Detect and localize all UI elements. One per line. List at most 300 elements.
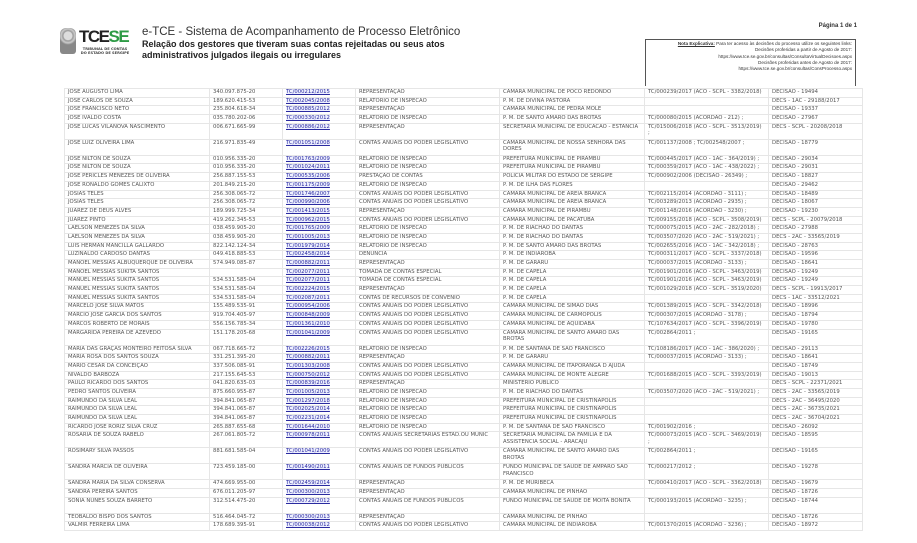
decision-cell (769, 115, 863, 124)
entity-cell (500, 497, 645, 513)
process-type-cell (356, 312, 500, 321)
process-type-cell (356, 225, 500, 234)
decision: DECISAO - 18726 (772, 489, 818, 496)
decision: DECISAO - 18794 (772, 312, 818, 319)
decision-cell (769, 286, 863, 295)
process-link[interactable]: TC/001175/2009 (286, 181, 330, 188)
process-type: REPRESENTAÇÃO (359, 380, 405, 387)
process-type: REPRESENTAÇÃO (359, 123, 405, 130)
decision-cell (769, 354, 863, 363)
process-link-cell (283, 415, 356, 424)
related-process-cell (645, 489, 769, 498)
process-type-cell (356, 354, 500, 363)
process-link[interactable]: TC/000750/2012 (286, 371, 330, 378)
process-type-cell (356, 397, 500, 406)
decision: DECISAO - 18595 (772, 432, 818, 439)
process-link[interactable]: TC/001746/2007 (286, 190, 330, 197)
decision: DECS - 2AC - 36704/2021 (772, 415, 840, 421)
manager-name-cell (65, 303, 210, 312)
manager-name-cell (65, 139, 210, 155)
manager-name: VALMIR FERREIRA LIMA (68, 522, 130, 529)
process-link[interactable]: TC/000729/2012 (286, 497, 330, 504)
table-row (65, 415, 863, 424)
cpf-cell (210, 173, 283, 182)
related-process: TC/000359/2017 (ACO - 1AC - 438/2022) ; (648, 164, 760, 171)
process-link-cell (283, 216, 356, 225)
related-process: TC/000311/2017 (ACO - SCPL - 3337/2018) (648, 251, 762, 258)
process-link-cell (283, 320, 356, 329)
entity-cell (500, 294, 645, 303)
note-link-new[interactable]: https://www.tce.se.gov.br/consultas/ConsultaVirtualDecisoes.aspx (718, 53, 852, 59)
entity-cell (500, 329, 645, 345)
entity: CAMARA MUNICIPAL DE AREIA BRANCA (503, 190, 607, 197)
manager-name-cell (65, 89, 210, 98)
decision-cell (769, 312, 863, 321)
related-process-cell (645, 362, 769, 371)
cpf: 419.262.345-53 (213, 216, 256, 223)
process-link[interactable]: TC/001005/2013 (286, 388, 330, 395)
process-link-cell (283, 97, 356, 106)
process-link[interactable]: TC/000038/2012 (286, 522, 330, 529)
entity-cell (500, 225, 645, 234)
decision-cell (769, 497, 863, 513)
entity: CAMARA MUNICIPAL DE SANTO AMARO DAS BROTAS (503, 329, 620, 343)
process-link[interactable]: TC/002077/2011 (286, 268, 330, 275)
process-link[interactable]: TC/000978/2011 (286, 432, 330, 439)
process-link[interactable]: TC/000535/2006 (286, 173, 330, 180)
process-type: RELATORIO DE INSPECAO (359, 155, 427, 162)
table-row (65, 181, 863, 190)
process-link[interactable]: TC/000962/2015 (286, 216, 330, 223)
entity-cell (500, 286, 645, 295)
cpf-cell (210, 371, 283, 380)
manager-name: JOSIAS TELES (68, 199, 104, 206)
cpf-cell (210, 164, 283, 173)
process-link-cell (283, 89, 356, 98)
decision: DECISAO - 28763 (772, 242, 818, 249)
process-type: CONTAS ANUAIS DO PODER LEGISLATIVO (359, 320, 469, 327)
related-process-cell (645, 155, 769, 164)
related-process: TC/001137/2008 ; TC/002548/2007 ; (648, 139, 745, 146)
related-process-cell (645, 354, 769, 363)
entity: CAMARA MUNICIPAL DE PINHAO (503, 489, 588, 496)
entity-cell (500, 260, 645, 269)
process-link[interactable]: TC/001024/2011 (286, 164, 330, 171)
decision: DECS - SCPL - 22371/2021 (772, 380, 843, 387)
manager-name-cell (65, 362, 210, 371)
manager-name: MARCOS ROBERTO DE MORAIS (68, 320, 150, 327)
entity: CAMARA MUNICIPAL DE SIMAO DIAS (503, 303, 599, 310)
entity-cell (500, 380, 645, 389)
manager-name: TEOBALDO BISPO DOS SANTOS (68, 513, 152, 520)
cpf-cell (210, 268, 283, 277)
process-link-cell (283, 380, 356, 389)
table-row (65, 448, 863, 464)
decision: DECS - SCPL - 20079/2018 (772, 216, 843, 223)
process-link-cell (283, 464, 356, 480)
related-process-cell (645, 207, 769, 216)
table-row (65, 329, 863, 345)
process-link[interactable]: TC/001041/2009 (286, 448, 330, 455)
process-link-cell (283, 190, 356, 199)
cpf-cell (210, 97, 283, 106)
process-type: REPRESENTAÇÃO (359, 89, 405, 95)
process-type: REPRESENTAÇÃO (359, 286, 405, 293)
process-link[interactable]: TC/001490/2011 (286, 464, 330, 471)
entity: CAMARA MUNICIPAL DE PINHAO (503, 513, 588, 520)
related-process: TC/000080/2015 (ACORDAO - 212) ; (648, 115, 744, 122)
process-type-cell (356, 489, 500, 498)
process-link[interactable]: TC/001361/2010 (286, 320, 330, 327)
related-process-cell (645, 97, 769, 106)
process-link-cell (283, 522, 356, 531)
process-link[interactable]: TC/002077/2011 (286, 277, 330, 284)
process-link[interactable]: TC/001051/2008 (286, 139, 330, 146)
process-link[interactable]: TC/001644/2010 (286, 423, 330, 430)
process-link[interactable]: TC/002459/2014 (286, 480, 330, 487)
entity-cell (500, 388, 645, 397)
decision-cell (769, 106, 863, 115)
process-link-cell (283, 164, 356, 173)
cpf: 394.841.065-87 (213, 415, 256, 421)
process-link-cell (283, 497, 356, 513)
process-link-cell (283, 294, 356, 303)
table-row (65, 139, 863, 155)
process-link[interactable]: TC/001041/2009 (286, 329, 330, 336)
decision: DECISAO - 19165 (772, 329, 818, 336)
related-process: TC/003507/2020 (ACO - 2AC - 519/2021) ; (648, 233, 760, 240)
decision: DECISAO - 19165 (772, 448, 818, 455)
process-link[interactable]: TC/001413/2015 (286, 207, 330, 214)
cpf-cell (210, 286, 283, 295)
process-type: CONTAS DE RECURSOS DE CONVENIO (359, 294, 460, 301)
process-type: PRESTAÇÃO DE CONTAS (359, 173, 423, 180)
process-link[interactable]: TC/001297/2018 (286, 397, 330, 404)
cpf: 340.097.875-20 (213, 89, 256, 95)
table-row (65, 155, 863, 164)
process-link[interactable]: TC/001765/2009 (286, 225, 330, 232)
cpf-cell (210, 480, 283, 489)
process-type-cell (356, 155, 500, 164)
entity-cell (500, 190, 645, 199)
manager-name-cell (65, 448, 210, 464)
decision: DECS - 2AC - 36495/2020 (772, 397, 840, 404)
decision: DECISAO - 19278 (772, 464, 818, 471)
manager-name: JOSÉ PÉRICLES MENEZES DE OLIVEIRA (68, 173, 170, 180)
process-type-cell (356, 268, 500, 277)
process-link[interactable]: TC/000848/2009 (286, 312, 330, 319)
process-type-cell (356, 303, 500, 312)
process-link[interactable]: TC/001763/2009 (286, 155, 330, 162)
manager-name: JOSIAS TELES (68, 190, 104, 197)
entity-cell (500, 464, 645, 480)
entity: CAMARA MUNICIPAL DE AQUIDABA (503, 320, 595, 327)
process-type: RELATORIO DE INSPECAO (359, 388, 427, 395)
process-type: TOMADA DE CONTAS ESPECIAL (359, 268, 442, 275)
process-type-cell (356, 294, 500, 303)
process-link[interactable]: TC/000300/2013 (286, 513, 330, 520)
process-type-cell (356, 480, 500, 489)
related-process: TC/001901/2016 (ACO - SCPL - 3463/2019) (648, 277, 762, 284)
cpf-cell (210, 320, 283, 329)
table-row (65, 164, 863, 173)
manager-name: SÔNIA NUNES SOUZA BARRETO (68, 497, 153, 504)
entity: P. M. DE SANTO AMARO DAS BROTAS (503, 115, 602, 122)
process-type-cell (356, 106, 500, 115)
table-row (65, 173, 863, 182)
entity: SECRETARIA MUNICIPAL DE EDUCACAO - ESTANCIA (503, 123, 639, 130)
process-link[interactable]: TC/000300/2013 (286, 489, 330, 496)
table-row (65, 286, 863, 295)
process-link-cell (283, 480, 356, 489)
decision-cell (769, 397, 863, 406)
logo-wordmark: TCESE (79, 27, 129, 46)
manager-name: SANDRA MARIA DA SILVA CONSERVA (68, 480, 165, 487)
app-title: e-TCE - Sistema de Acompanhamento de Processo Eletrônico (142, 26, 461, 38)
process-link[interactable]: TC/000885/2012 (286, 106, 330, 113)
process-link[interactable]: TC/001303/2008 (286, 362, 330, 369)
note-label: Nota Explicativa: (677, 41, 715, 46)
decision-cell (769, 406, 863, 415)
related-process-cell (645, 233, 769, 242)
process-type: CONTAS ANUAIS DO PODER LEGISLATIVO (359, 329, 469, 336)
cpf-cell (210, 199, 283, 208)
decision-cell (769, 277, 863, 286)
manager-name-cell (65, 97, 210, 106)
table-row (65, 251, 863, 260)
manager-name: ROSÁRIA DE SOUZA RABELO (68, 432, 144, 439)
decision: DECS - 2AC - 36735/2021 (772, 406, 840, 413)
related-process-cell (645, 106, 769, 115)
manager-name-cell (65, 415, 210, 424)
related-process-cell (645, 513, 769, 522)
process-link[interactable]: TC/002458/2014 (286, 251, 330, 258)
entity-cell (500, 423, 645, 432)
decision-cell (769, 173, 863, 182)
entity: PREFEITURA MUNICIPAL DE PIRAMBU (503, 164, 601, 171)
entity-cell (500, 406, 645, 415)
related-process: TC/000410/2017 (ACO - SCPL - 3362/2018) (648, 480, 762, 487)
process-link[interactable]: TC/002025/2014 (286, 406, 330, 413)
table-row (65, 432, 863, 448)
related-process: TC/000193/2015 (ACORDAO - 3235) ; (648, 497, 747, 504)
cpf: 516.464.045-72 (213, 513, 256, 520)
table-row (65, 480, 863, 489)
process-type: CONTAS ANUAIS DE FUNDOS PÚBLICOS (359, 464, 464, 471)
entity: PREFEITURA MUNICIPAL DE CRISTINAPOLIS (503, 415, 617, 421)
manager-name: JOSE LUCAS VILANOVA NASCIMENTO (68, 123, 166, 130)
manager-name-cell (65, 173, 210, 182)
note-link-old[interactable]: https://www.tce.se.gov.br/consultas/ConsProcesso.aspx (738, 66, 852, 72)
manager-name: JOSÉ LUIZ OLIVEIRA LIMA (68, 139, 135, 146)
related-process: TC/001370/2015 (ACORDAO - 3236) ; (648, 522, 747, 529)
process-type-cell (356, 432, 500, 448)
process-link[interactable]: TC/000330/2012 (286, 115, 330, 122)
cpf: 312.514.475-20 (213, 497, 256, 504)
related-process: TC/000445/2017 (ACO - 1AC - 364/2019) ; (648, 155, 760, 162)
related-process: TC/001029/2018 (ACO - SCPL - 3519/2020) (648, 286, 762, 293)
process-link[interactable]: TC/002224/2015 (286, 286, 330, 293)
explanatory-note (645, 39, 856, 86)
process-link[interactable]: TC/002226/2015 (286, 345, 330, 352)
process-link[interactable]: TC/000886/2012 (286, 123, 330, 130)
table-row (65, 207, 863, 216)
decision: DECISAO - 19230 (772, 207, 818, 214)
related-process-cell (645, 397, 769, 406)
decision-cell (769, 513, 863, 522)
process-link[interactable]: TC/000839/2016 (286, 380, 330, 387)
entity: FUNDO MUNICIPAL DE SAUDE DE AMPARO SAO FRANCISCO (503, 464, 628, 477)
decision: DECISAO - 29034 (772, 155, 818, 162)
process-link-cell (283, 312, 356, 321)
related-process: TC/003507/2020 (ACO - 2AC - 519/2021) ; (648, 388, 760, 395)
cpf-cell (210, 155, 283, 164)
cpf-cell (210, 415, 283, 424)
table-row (65, 277, 863, 286)
process-link[interactable]: TC/000212/2015 (286, 89, 330, 95)
decision: DECISAO - 26092 (772, 423, 818, 430)
manager-name-cell (65, 286, 210, 295)
entity-cell (500, 207, 645, 216)
cpf: 534.531.585-04 (213, 277, 256, 284)
cpf: 919.704.405-97 (213, 312, 256, 319)
entity-cell (500, 89, 645, 98)
cpf-cell (210, 380, 283, 389)
decision-cell (769, 89, 863, 98)
process-link-cell (283, 388, 356, 397)
process-type-cell (356, 406, 500, 415)
process-type-cell (356, 415, 500, 424)
table-row (65, 362, 863, 371)
process-link[interactable]: TC/002231/2014 (286, 415, 330, 421)
entity: PREFEITURA MUNICIPAL DE PIRAMBU (503, 155, 601, 162)
process-link[interactable]: TC/002087/2011 (286, 294, 330, 301)
decision: DECISAO - 29113 (772, 345, 818, 352)
process-link[interactable]: TC/001005/2013 (286, 233, 330, 240)
report-title-line2: administrativos julgados ilegais ou irregulares (142, 50, 342, 60)
cpf-cell (210, 497, 283, 513)
manager-name: MARIO CESAR DA CONCEIÇÃO (68, 362, 148, 369)
entity-cell (500, 216, 645, 225)
process-link-cell (283, 329, 356, 345)
related-process: TC/000239/2017 (ACO - SCPL - 3382/2018) (648, 89, 762, 95)
related-process-cell (645, 260, 769, 269)
cpf: 217.155.645-53 (213, 371, 256, 378)
process-link-cell (283, 260, 356, 269)
decision: DECISAO - 19679 (772, 480, 818, 487)
process-link-cell (283, 345, 356, 354)
manager-name: LAELSON MENEZES DA SILVA (68, 233, 145, 240)
process-link[interactable]: TC/000882/2011 (286, 260, 330, 266)
entity-cell (500, 181, 645, 190)
decision-cell (769, 251, 863, 260)
related-process-cell (645, 480, 769, 489)
process-link-cell (283, 207, 356, 216)
manager-name: PEDRO SANTOS OLIVEIRA (68, 388, 136, 395)
cpf: 067.718.665-72 (213, 345, 256, 352)
decision-cell (769, 320, 863, 329)
manager-name: JOSÉ FRANCISCO NETO (68, 106, 130, 113)
entity-cell (500, 173, 645, 182)
decision-cell (769, 362, 863, 371)
cpf-cell (210, 181, 283, 190)
decision-cell (769, 260, 863, 269)
table-row (65, 464, 863, 480)
cpf: 010.956.335-20 (213, 155, 256, 162)
entity-cell (500, 251, 645, 260)
table-row (65, 199, 863, 208)
table-row (65, 260, 863, 269)
decision: DECISAO - 19337 (772, 106, 818, 113)
decision-cell (769, 380, 863, 389)
table-row (65, 242, 863, 251)
related-process: TC/001902/2016 ; (648, 423, 696, 430)
manager-name-cell (65, 388, 210, 397)
related-process: TC/108186/2017 (ACO - 1AC - 386/2020) ; (648, 345, 760, 352)
cpf: 041.820.635-03 (213, 380, 256, 387)
cpf: 049.418.885-53 (213, 251, 256, 258)
entity: POLICIA MILITAR DO ESTADO DE SERGIPE (503, 173, 613, 180)
process-link[interactable]: TC/001979/2014 (286, 242, 330, 249)
process-type: DENUNCIA (359, 251, 388, 258)
process-link[interactable]: TC/000954/2006 (286, 303, 330, 310)
decision-cell (769, 489, 863, 498)
related-process: TC/001148/2016 (ACORDAO - 3230) ; (648, 207, 747, 214)
entity-cell (500, 139, 645, 155)
manager-name-cell (65, 190, 210, 199)
decision-cell (769, 345, 863, 354)
related-process: TC/002115/2014 (ACORDAO - 3111) ; (648, 190, 747, 197)
process-type: REPRESENTAÇÃO (359, 354, 405, 361)
table-row (65, 97, 863, 106)
process-link-cell (283, 251, 356, 260)
cpf-cell (210, 522, 283, 531)
entity: P. M. DE DIVINA PASTORA (503, 97, 571, 104)
manager-name-cell (65, 397, 210, 406)
cpf-cell (210, 216, 283, 225)
decision: DECISAO - 27967 (772, 115, 818, 122)
process-type: RELATORIO DE INSPECAO (359, 242, 427, 249)
note-line1: Para ter acesso às decisões do processo utilize os seguintes links: (716, 41, 852, 46)
entity: P. M. DE CAPELA (503, 294, 547, 301)
cpf: 394.841.065-87 (213, 406, 256, 413)
manager-name: JOSÉ AUGUSTO LIMA (68, 89, 123, 95)
cpf-cell (210, 89, 283, 98)
process-link[interactable]: TC/000882/2011 (286, 354, 330, 361)
related-process-cell (645, 406, 769, 415)
process-type-cell (356, 286, 500, 295)
decision-cell (769, 480, 863, 489)
decision-cell (769, 448, 863, 464)
decision-cell (769, 415, 863, 424)
process-link[interactable]: TC/000990/2006 (286, 199, 330, 206)
manager-name: MANUEL MESSIAS SUKITA SANTOS (68, 294, 160, 301)
entity: P. M. DE SANTO AMARO DAS BROTAS (503, 242, 602, 249)
cpf-cell (210, 260, 283, 269)
related-process-cell (645, 303, 769, 312)
entity-cell (500, 480, 645, 489)
entity-cell (500, 155, 645, 164)
process-link-cell (283, 286, 356, 295)
related-process-cell (645, 190, 769, 199)
process-link[interactable]: TC/002045/2008 (286, 97, 330, 104)
decision: DECISAO - 19780 (772, 320, 818, 327)
process-type: CONTAS ANUAIS DO PODER LEGISLATIVO (359, 139, 469, 146)
related-process-cell (645, 199, 769, 208)
cpf-cell (210, 345, 283, 354)
process-link-cell (283, 199, 356, 208)
cpf: 331.251.395-20 (213, 354, 256, 361)
